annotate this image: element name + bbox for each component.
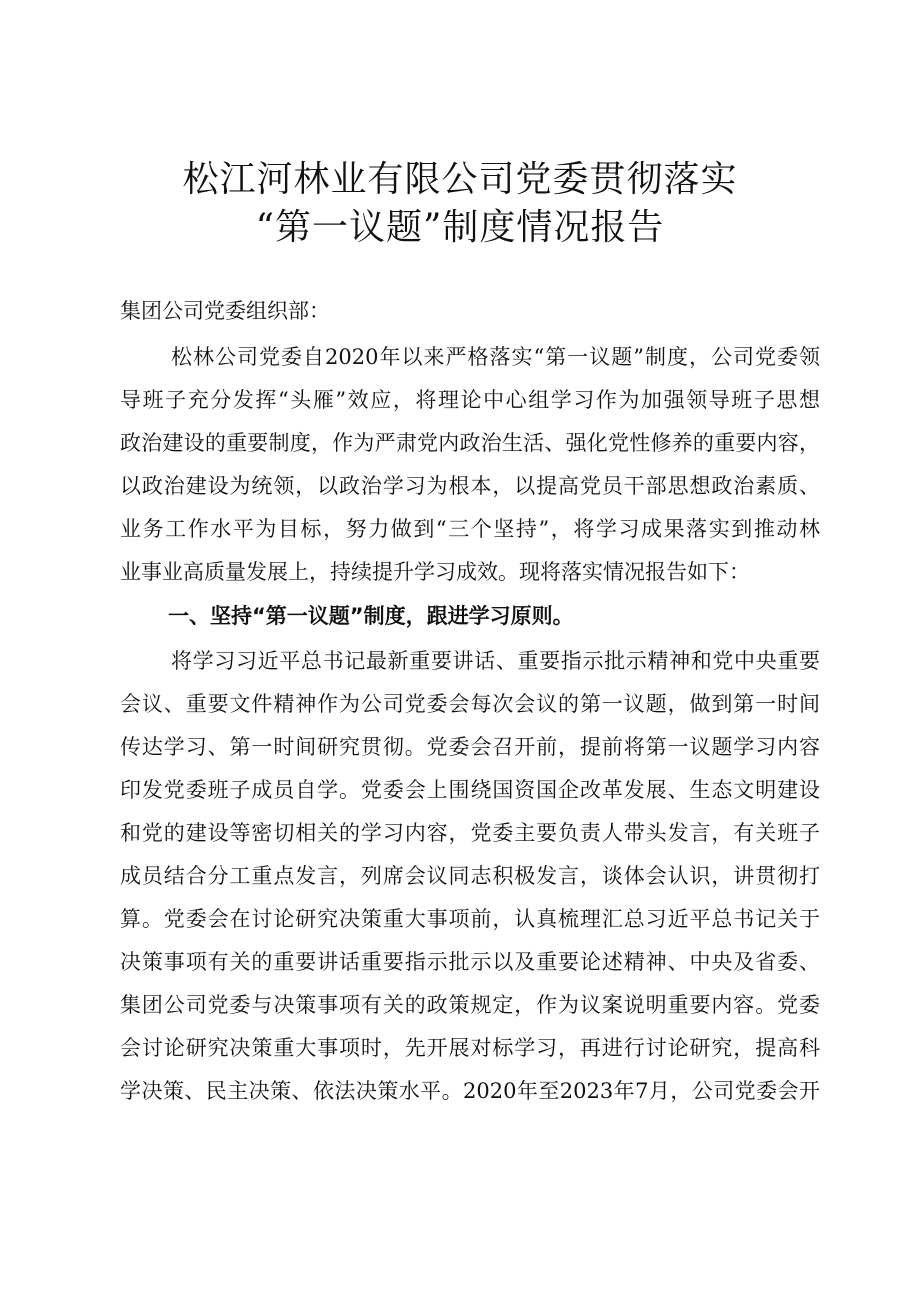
intro-line: 导班子充分发挥“头雁”效应，将理论中心组学习作为加强领导班子思想 — [120, 388, 820, 412]
section-1-line: 将学习习近平总书记最新重要讲话、重要指示批示精神和党中央重要 — [171, 649, 820, 673]
salutation: 集团公司党委组织部： — [120, 299, 330, 323]
section-1-heading: 一、坚持“第一议题”制度，跟进学习原则。 — [168, 604, 574, 628]
intro-line: 以政治建设为统领，以政治学习为根本，以提高党员干部思想政治素质、 — [120, 474, 820, 498]
section-1-line: 会讨论研究决策重大事项时，先开展对标学习，再进行讨论研究，提高科 — [120, 1036, 820, 1060]
section-1-line: 集团公司党委与决策事项有关的政策规定，作为议案说明重要内容。党委 — [120, 993, 820, 1017]
section-1-line: 算。党委会在讨论研究决策重大事项前，认真梳理汇总习近平总书记关于 — [120, 907, 820, 931]
section-1-line: 会议、重要文件精神作为公司党委会每次会议的第一议题，做到第一时间 — [120, 692, 820, 716]
section-1-line: 传达学习、第一时间研究贯彻。党委会召开前，提前将第一议题学习内容 — [120, 735, 820, 759]
intro-line: 政治建设的重要制度，作为严肃党内政治生活、强化党性修养的重要内容， — [120, 431, 820, 455]
intro-line: 松林公司党委自2020年以来严格落实“第一议题”制度，公司党委领 — [171, 345, 820, 369]
section-1-line: 学决策、民主决策、依法决策水平。2020年至2023年7月，公司党委会开 — [120, 1079, 820, 1103]
document-title-line-1: 松江河林业有限公司党委贯彻落实 — [182, 159, 738, 200]
document-title-line-2: “第一议题”制度情况报告 — [255, 207, 665, 248]
intro-line: 业务工作水平为目标，努力做到“三个坚持”，将学习成果落实到推动林 — [120, 517, 820, 541]
section-1-line: 和党的建设等密切相关的学习内容，党委主要负责人带头发言，有关班子 — [120, 821, 820, 845]
intro-line: 业事业高质量发展上，持续提升学习成效。现将落实情况报告如下： — [120, 560, 750, 584]
section-1-line: 成员结合分工重点发言，列席会议同志积极发言，谈体会认识，讲贯彻打 — [120, 864, 820, 888]
section-1-line: 印发党委班子成员自学。党委会上围绕国资国企改革发展、生态文明建设 — [120, 778, 820, 802]
section-1-line: 决策事项有关的重要讲话重要指示批示以及重要论述精神、中央及省委、 — [120, 950, 820, 974]
